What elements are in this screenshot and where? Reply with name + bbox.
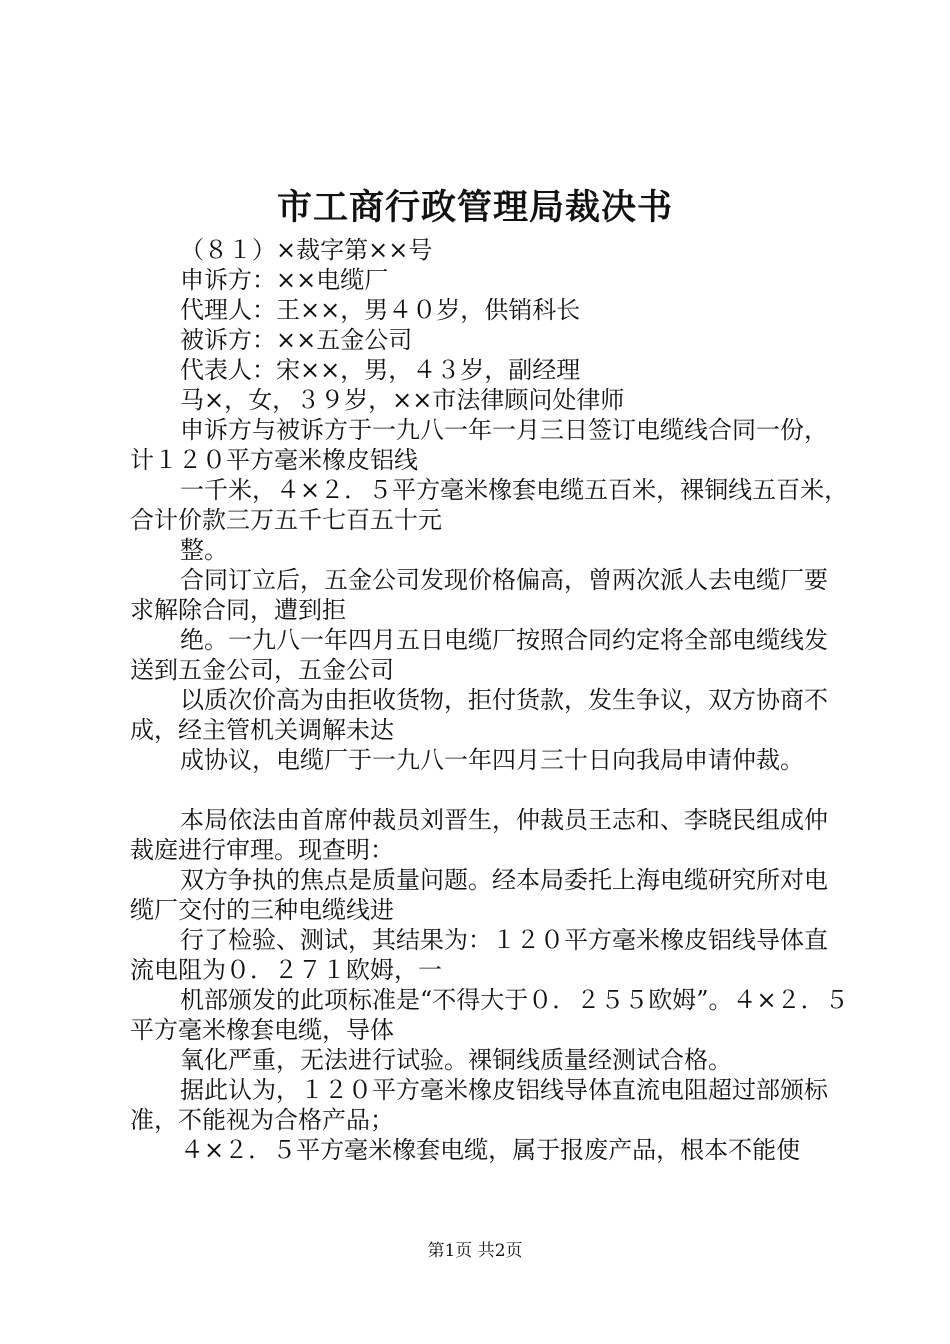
paragraph-spacer — [130, 775, 850, 805]
body-paragraph: ４×２．５平方毫米橡套电缆，属于报废产品，根本不能使 — [180, 1136, 801, 1164]
body-paragraph: 本局依法由首席仲裁员刘晋生，仲裁员王志和、李晓民组成仲裁庭进行审理。现查明： — [130, 806, 828, 864]
complainant-line: 申诉方：××电缆厂 — [180, 266, 389, 294]
body-paragraph: 申诉方与被诉方于一九八一年一月三日签订电缆线合同一份，计１２０平方毫米橡皮铝线 — [130, 416, 828, 474]
body-paragraph: 据此认为，１２０平方毫米橡皮铝线导体直流电阻超过部颁标准，不能视为合格产品； — [130, 1076, 828, 1134]
body-paragraph: 氧化严重，无法进行试验。裸铜线质量经测试合格。 — [180, 1046, 732, 1074]
body-paragraph: 成协议，电缆厂于一九八一年四月三十日向我局申请仲裁。 — [180, 746, 804, 774]
respondent-line: 被诉方：××五金公司 — [180, 326, 413, 354]
body-paragraph: 一千米，４×２．５平方毫米橡套电缆五百米，裸铜线五百米，合计价款三万五千七百五十元 — [130, 476, 849, 534]
body-paragraph: 以质次价高为由拒收货物，拒付货款，发生争议，双方协商不成，经主管机关调解未达 — [130, 686, 828, 744]
page-number-footer: 第1页 共2页 — [427, 1241, 523, 1261]
body-paragraph: 机部颁发的此项标准是“不得大于０．２５５欧姆”。４×２．５平方毫米橡套电缆，导体 — [130, 986, 849, 1044]
case-number-line: （８１）×裁字第××号 — [180, 236, 433, 264]
body-paragraph: 绝。一九八一年四月五日电缆厂按照合同约定将全部电缆线发送到五金公司，五金公司 — [130, 626, 828, 684]
representative-line: 代表人：宋××，男，４３岁，副经理 — [180, 356, 581, 384]
body-paragraph: 双方争执的焦点是质量问题。经本局委托上海电缆研究所对电缆厂交付的三种电缆线进 — [130, 866, 828, 924]
body-paragraph: 整。 — [180, 536, 228, 564]
document-body — [130, 235, 850, 1165]
lawyer-line: 马×，女，３９岁，××市法律顾问处律师 — [180, 386, 625, 414]
body-paragraph: 行了检验、测试，其结果为：１２０平方毫米橡皮铝线导体直流电阻为０．２７１欧姆，一 — [130, 926, 828, 984]
body-paragraph: 合同订立后，五金公司发现价格偏高，曾两次派人去电缆厂要求解除合同，遭到拒 — [130, 566, 828, 624]
agent-line: 代理人：王××，男４０岁，供销科长 — [180, 296, 581, 324]
document-title: 市工商行政管理局裁决书 — [276, 187, 673, 228]
